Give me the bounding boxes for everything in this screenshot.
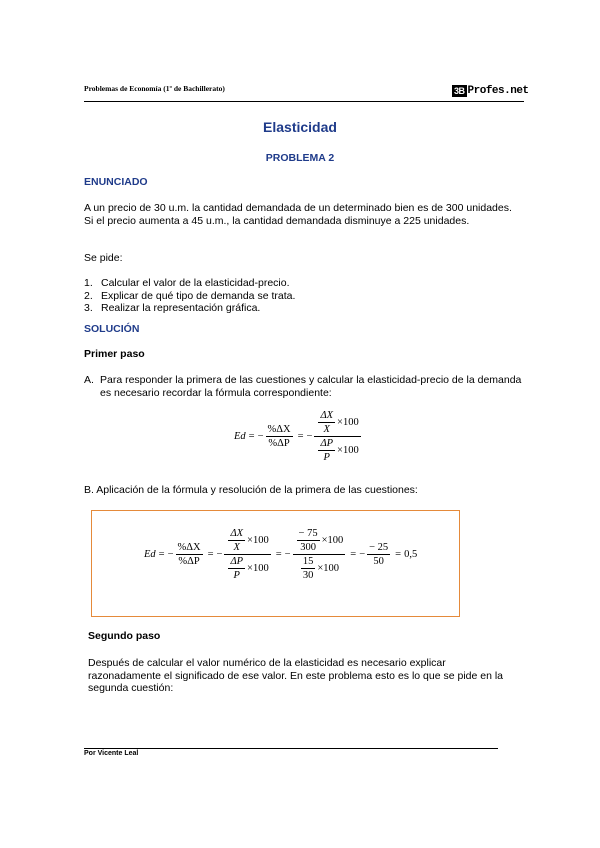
enunciado-heading: ENUNCIADO [84, 176, 148, 188]
page-title: Elasticidad [263, 119, 337, 135]
list-item: 3. Realizar la representación gráfica. [84, 302, 261, 314]
segundo-paso-heading: Segundo paso [88, 630, 161, 642]
logo-text: Profes.net [467, 85, 529, 97]
result-value: 0,5 [404, 549, 418, 560]
pct-fraction: $\frac{\%\Delta X}{\%\Delta P}$ [267, 424, 291, 449]
solucion-heading: SOLUCIÓN [84, 323, 140, 335]
header-rule [84, 101, 524, 102]
document-header: Problemas de Economía (1º de Bachillerato) [84, 84, 225, 93]
enunciado-text: A un precio de 30 u.m. la cantidad demandada de un determinado bien es de 300 unidades. Si el precio aumenta a 45 u.m., la cantidad demandada disminuye a 225 unidades. [84, 202, 512, 227]
elasticity-calculation: Ed = − $\frac{\%\Delta X}{\%\Delta P}$ = − $\frac{\Delta X}{X}$ ×100 $\frac{\Delta P}{P}$ ×100 = − $\frac{- 75}{300}$ ×100 $\frac{15}{30}$ ×100 = − $\frac{- 25}{50}$ = 0,5 [144, 528, 418, 581]
problem-number: PROBLEMA 2 [265, 152, 335, 164]
logo-mark: 3B [454, 86, 465, 96]
question-list [84, 277, 295, 315]
ratio-fraction: $\frac{\Delta X}{X}$ ×100 $\frac{\Delta P}{P}$ ×100 [314, 410, 360, 463]
footer-rule [84, 748, 498, 749]
profesnet-logo [452, 82, 529, 100]
item-a: A. Para responder la primera de las cuestiones y calcular la elasticidad-precio de la demanda es necesario recordar la fórmula correspondiente: [84, 374, 522, 399]
primer-paso-heading: Primer paso [84, 348, 145, 360]
se-pide-label: Se pide: [84, 252, 123, 264]
item-b: B. Aplicación de la fórmula y resolución de la primera de las cuestiones: [84, 484, 418, 496]
segundo-paso-text: Después de calcular el valor numérico de la elasticidad es necesario explicar razonadamente el significado de ese valor. En este problema esto es lo que se pide en la segunda cuestión: [88, 657, 504, 694]
elasticity-formula: Ed = − $\frac{\%\Delta X}{\%\Delta P}$ = − $\frac{\Delta X}{X}$ ×100 $\frac{\Delta P}{P}$ ×100 [234, 410, 359, 463]
list-item: 1. Calcular el valor de la elasticidad-precio. [84, 277, 290, 289]
footer-author: Por Vicente Leal [84, 750, 139, 757]
list-item: 2. Explicar de qué tipo de demanda se trata. [84, 289, 296, 302]
